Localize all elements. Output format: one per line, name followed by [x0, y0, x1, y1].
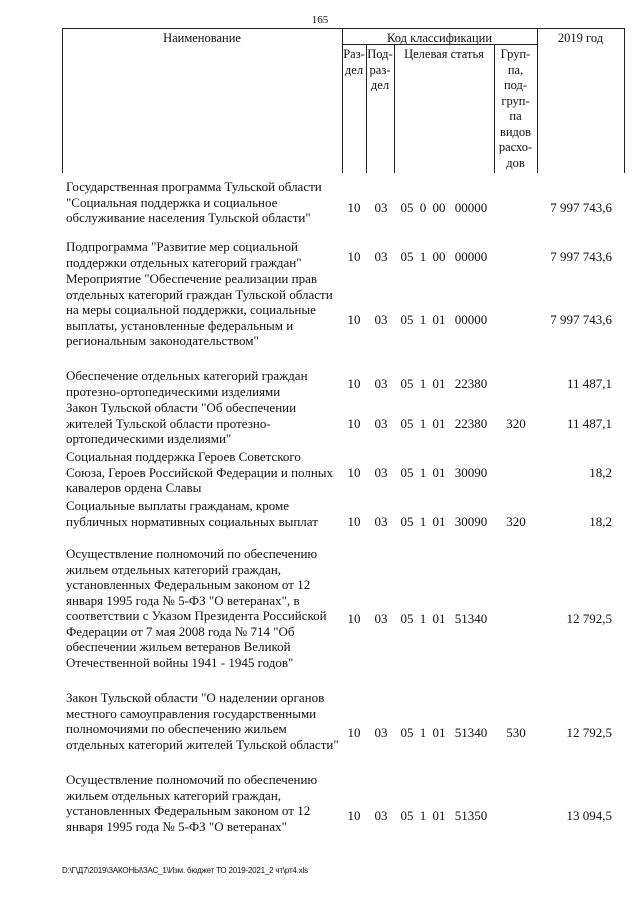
row-subprogram: 0	[419, 200, 427, 215]
row-razdel: 10	[347, 514, 361, 529]
file-path-footer: D:\Г\Д7\2019\ЗАКОНЫ\ЗАС_1\Изм. бюджет ТО 2019-2021_2 чт\рт4.xls	[62, 866, 308, 875]
row-expense-type: 320	[506, 514, 526, 529]
row-sum: 12 792,5	[566, 611, 612, 626]
row-name: Закон Тульской области "О наделении органов местного самоуправления государственными полномочиями по обеспечению жильем отдельных категорий жителей Тульской области"	[66, 690, 339, 752]
row-razdel: 10	[347, 808, 361, 823]
row-direction: 30090	[454, 514, 488, 529]
row-sum: 7 997 743,6	[550, 249, 612, 264]
row-direction: 22380	[454, 376, 488, 391]
row-event: 01	[432, 376, 446, 391]
row-event: 01	[432, 514, 446, 529]
row-subprogram: 1	[419, 514, 427, 529]
row-podrazdel: 03	[374, 808, 388, 823]
row-expense-type: 320	[506, 416, 526, 431]
row-subprogram: 1	[419, 416, 427, 431]
row-program: 05	[400, 725, 414, 740]
row-name: Мероприятие "Обеспечение реализации прав отдельных категорий граждан Тульской области на меры социальной поддержки, социальные выплаты, установленные федеральным и региональным законодательством"	[66, 271, 333, 348]
row-program: 05	[400, 200, 414, 215]
row-subprogram: 1	[419, 808, 427, 823]
row-podrazdel: 03	[374, 514, 388, 529]
row-podrazdel: 03	[374, 200, 388, 215]
header-year: 2019 год	[557, 31, 604, 45]
row-name: Государственная программа Тульской области "Социальная поддержка и социальное обслуживание населения Тульской области"	[66, 179, 322, 225]
row-sum: 13 094,5	[566, 808, 612, 823]
header-target-article: Целевая статья	[404, 47, 484, 61]
row-podrazdel: 03	[374, 416, 388, 431]
row-direction: 51340	[454, 611, 488, 626]
row-program: 05	[400, 465, 414, 480]
header-podrazdel: Под- раз- дел	[367, 47, 393, 92]
row-subprogram: 1	[419, 465, 427, 480]
row-podrazdel: 03	[374, 725, 388, 740]
row-name: Осуществление полномочий по обеспечению жильем отдельных категорий граждан, установленных Федеральным законом от 12 января 1995 года № 5-ФЗ "О ветеранах", в соответствии с Указом Президента Российской Федерации от 7 мая 2008 года № 714 "Об обеспечении жильем ветеранов Великой Отечественной войны 1941 - 1945 годов"	[66, 546, 327, 670]
row-expense-type: 530	[506, 725, 526, 740]
row-subprogram: 1	[419, 376, 427, 391]
row-name: Обеспечение отдельных категорий граждан протезно-ортопедическими изделиями	[66, 368, 308, 399]
row-program: 05	[400, 808, 414, 823]
row-sum: 11 487,1	[566, 416, 612, 431]
row-name: Осуществление полномочий по обеспечению жильем отдельных категорий граждан, установленных Федеральным законом от 12 января 1995 года № 5-ФЗ "О ветеранах"	[66, 772, 318, 834]
row-event: 01	[432, 416, 446, 431]
row-direction: 51350	[454, 808, 488, 823]
row-event: 00	[432, 200, 446, 215]
row-program: 05	[400, 312, 414, 327]
row-subprogram: 1	[419, 249, 427, 264]
row-sum: 11 487,1	[566, 376, 612, 391]
row-name: Закон Тульской области "Об обеспечении жителей Тульской области протезно- ортопедическими изделиями"	[66, 400, 297, 446]
row-direction: 22380	[454, 416, 488, 431]
row-program: 05	[400, 611, 414, 626]
row-subprogram: 1	[419, 725, 427, 740]
row-razdel: 10	[347, 725, 361, 740]
row-sum: 18,2	[589, 465, 612, 480]
row-event: 01	[432, 808, 446, 823]
row-razdel: 10	[347, 312, 361, 327]
header-razdel: Раз- дел	[343, 47, 365, 77]
row-razdel: 10	[347, 200, 361, 215]
row-razdel: 10	[347, 249, 361, 264]
row-razdel: 10	[347, 465, 361, 480]
header-expense-group: Груп- па, под- груп- па видов расхо- дов	[498, 47, 533, 170]
header-code-group: Код классификации	[386, 31, 493, 45]
row-podrazdel: 03	[374, 312, 388, 327]
row-program: 05	[400, 249, 414, 264]
row-event: 01	[432, 312, 446, 327]
row-event: 01	[432, 725, 446, 740]
row-podrazdel: 03	[374, 611, 388, 626]
row-program: 05	[400, 376, 414, 391]
row-podrazdel: 03	[374, 249, 388, 264]
row-sum: 18,2	[589, 514, 612, 529]
row-subprogram: 1	[419, 312, 427, 327]
row-sum: 12 792,5	[566, 725, 612, 740]
row-name: Социальные выплаты гражданам, кроме публичных нормативных социальных выплат	[66, 498, 318, 529]
row-direction: 51340	[454, 725, 488, 740]
row-razdel: 10	[347, 416, 361, 431]
row-subprogram: 1	[419, 611, 427, 626]
page-number: 165	[311, 14, 329, 26]
row-direction: 00000	[454, 312, 488, 327]
row-razdel: 10	[347, 376, 361, 391]
row-sum: 7 997 743,6	[550, 312, 612, 327]
row-event: 01	[432, 465, 446, 480]
header-name: Наименование	[163, 31, 241, 45]
row-name: Подпрограмма "Развитие мер социальной поддержки отдельных категорий граждан"	[66, 239, 302, 270]
row-direction: 00000	[454, 249, 488, 264]
row-event: 00	[432, 249, 446, 264]
row-razdel: 10	[347, 611, 361, 626]
row-name: Социальная поддержка Героев Советского Союза, Героев Российской Федерации и полных кавалеров ордена Славы	[66, 449, 334, 495]
row-direction: 00000	[454, 200, 488, 215]
row-podrazdel: 03	[374, 376, 388, 391]
row-event: 01	[432, 611, 446, 626]
row-podrazdel: 03	[374, 465, 388, 480]
row-direction: 30090	[454, 465, 488, 480]
row-program: 05	[400, 416, 414, 431]
row-program: 05	[400, 514, 414, 529]
row-sum: 7 997 743,6	[550, 200, 612, 215]
